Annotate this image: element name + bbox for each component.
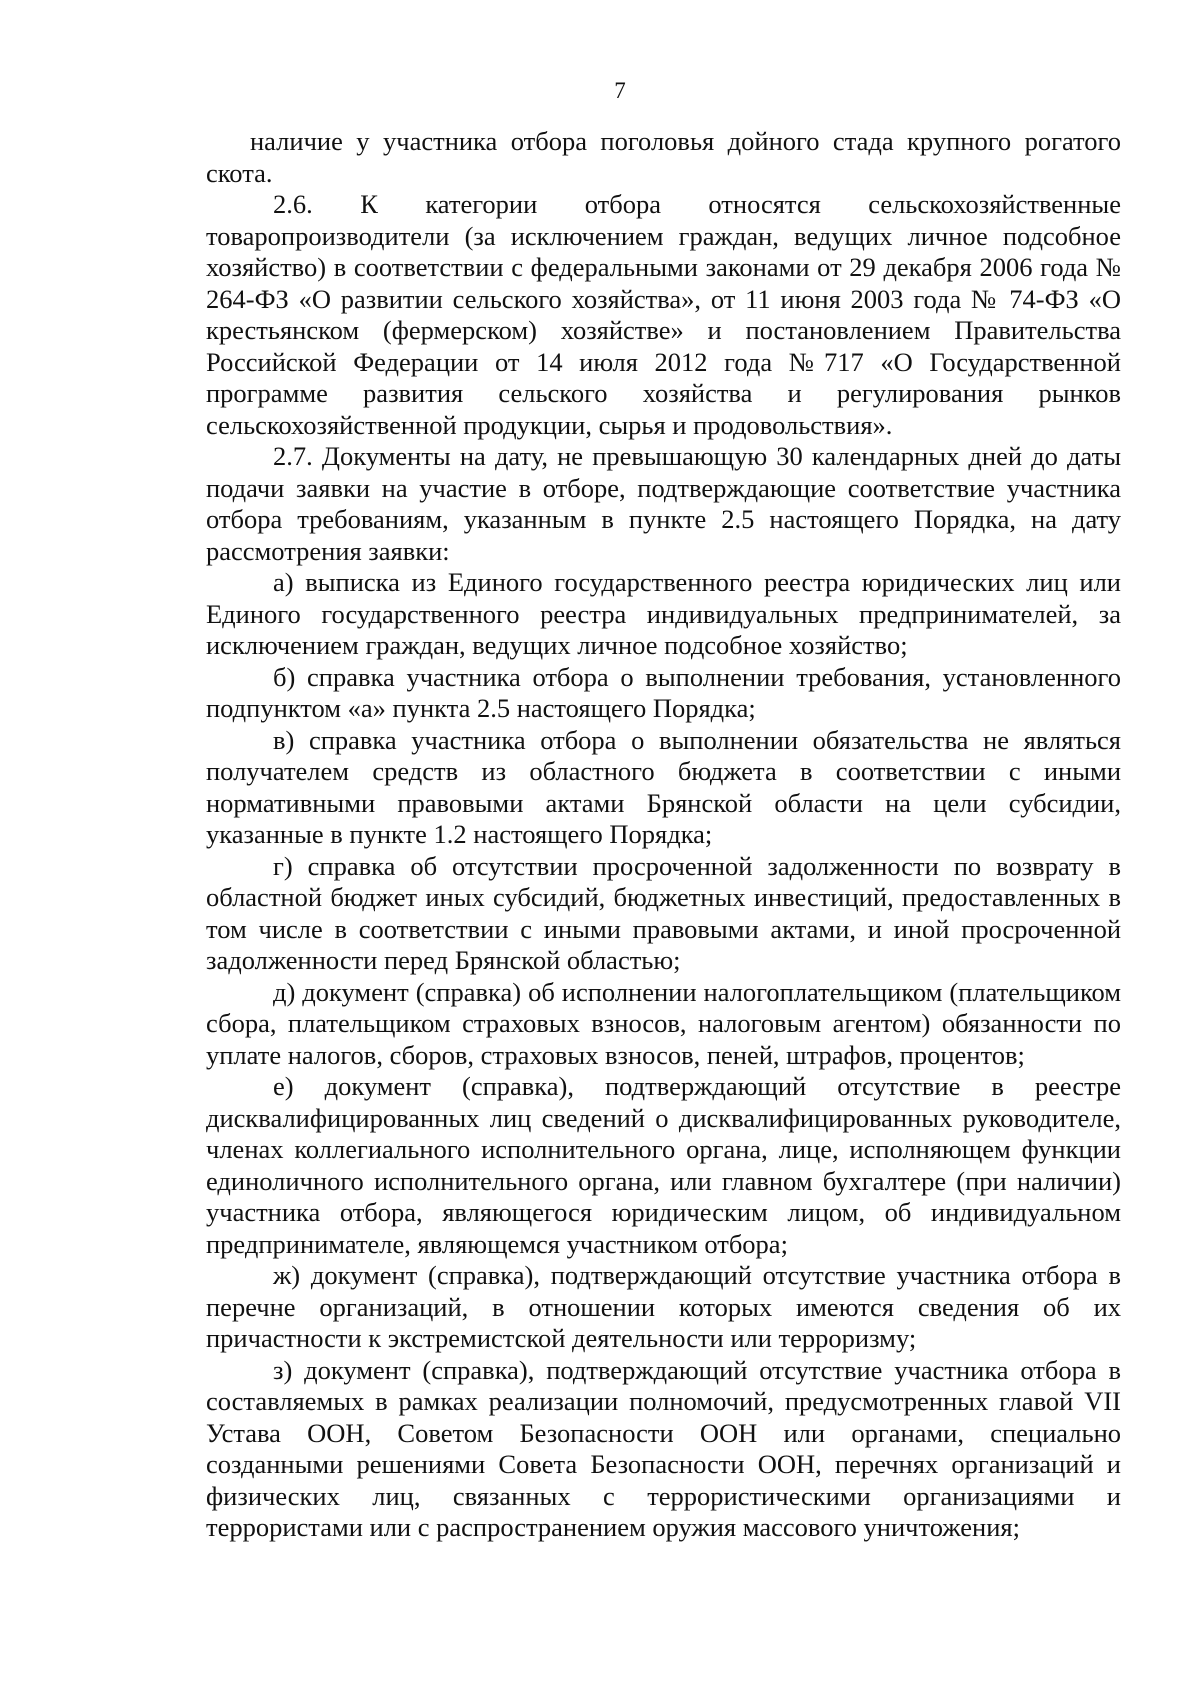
list-item-e: е) документ (справка), подтверждающий отсутствие в реестре дисквалифицированных лиц сведений о дисквалифицированных руководителе, членах коллегиального исполнительного органа, лице, исполняющем функции единоличного исполнительного органа, или главном бухгалтере (при наличии) участника отбора, являющегося юридическим лицом, об индивидуальном предпринимателе, являющемся участником отбора; (206, 1071, 1121, 1259)
paragraph-2-6: 2.6. К категории отбора относятся сельскохозяйственные товаропроизводители (за исключением граждан, ведущих личное подсобное хозяйство) в соответствии с федеральными законами от 29 декабря 2006 года № 264-ФЗ «О развитии сельского хозяйства», от 11 июня 2003 года № 74-ФЗ «О крестьянском (фермерском) хозяйстве» и постановлением Правительства Российской Федерации от 14 июля 2012 года №717 «О Государственной программе развития сельского хозяйства и регулирования рынков сельскохозяйственной продукции, сырья и продовольствия». (206, 189, 1121, 440)
list-item-v: в) справка участника отбора о выполнении обязательства не являться получателем средств из областного бюджета в соответствии с иными нормативными правовыми актами Брянской области на цели субсидии, указанные в пункте 1.2 настоящего Порядка; (206, 724, 1121, 849)
list-item-zh: ж) документ (справка), подтверждающий отсутствие участника отбора в перечне организаций, в отношении которых имеются сведения об их причастности к экстремистской деятельности или терроризму; (206, 1260, 1121, 1353)
paragraph-continuation: наличие у участника отбора поголовья дойного стада крупного рогатого скота. (206, 126, 1121, 188)
page-number: 7 (614, 78, 626, 103)
list-item-a: а) выписка из Единого государственного реестра юридических лиц или Единого государственного реестра индивидуальных предпринимателей, за исключением граждан, ведущих личное подсобное хозяйство; (206, 567, 1121, 660)
list-item-d: д) документ (справка) об исполнении налогоплательщиком (плательщиком сбора, плательщиком страховых взносов, налоговым агентом) обязанности по уплате налогов, сборов, страховых взносов, пеней, штрафов, процентов; (206, 976, 1121, 1070)
document-body (206, 126, 1121, 1544)
list-item-b: б) справка участника отбора о выполнении требования, установленного подпунктом «а» пункта 2.5 настоящего Порядка; (206, 661, 1121, 723)
list-item-z: з) документ (справка), подтверждающий отсутствие участника отбора в составляемых в рамках реализации полномочий, предусмотренных главой VII Устава ООН, Советом Безопасности ООН или органами, специально созданными решениями Совета Безопасности ООН, перечнях организаций и физических лиц, связанных с террористическими организациями и террористами или с распространением оружия массового уничтожения; (206, 1354, 1121, 1542)
paragraph-2-7: 2.7. Документы на дату, не превышающую 30 календарных дней до даты подачи заявки на участие в отборе, подтверждающие соответствие участника отбора требованиям, указанным в пункте 2.5 настоящего Порядка, на дату рассмотрения заявки: (206, 441, 1121, 566)
list-item-g: г) справка об отсутствии просроченной задолженности по возврату в областной бюджет иных субсидий, бюджетных инвестиций, предоставленных в том числе в соответствии с иными правовыми актами, и иной просроченной задолженности перед Брянской областью; (206, 850, 1121, 975)
